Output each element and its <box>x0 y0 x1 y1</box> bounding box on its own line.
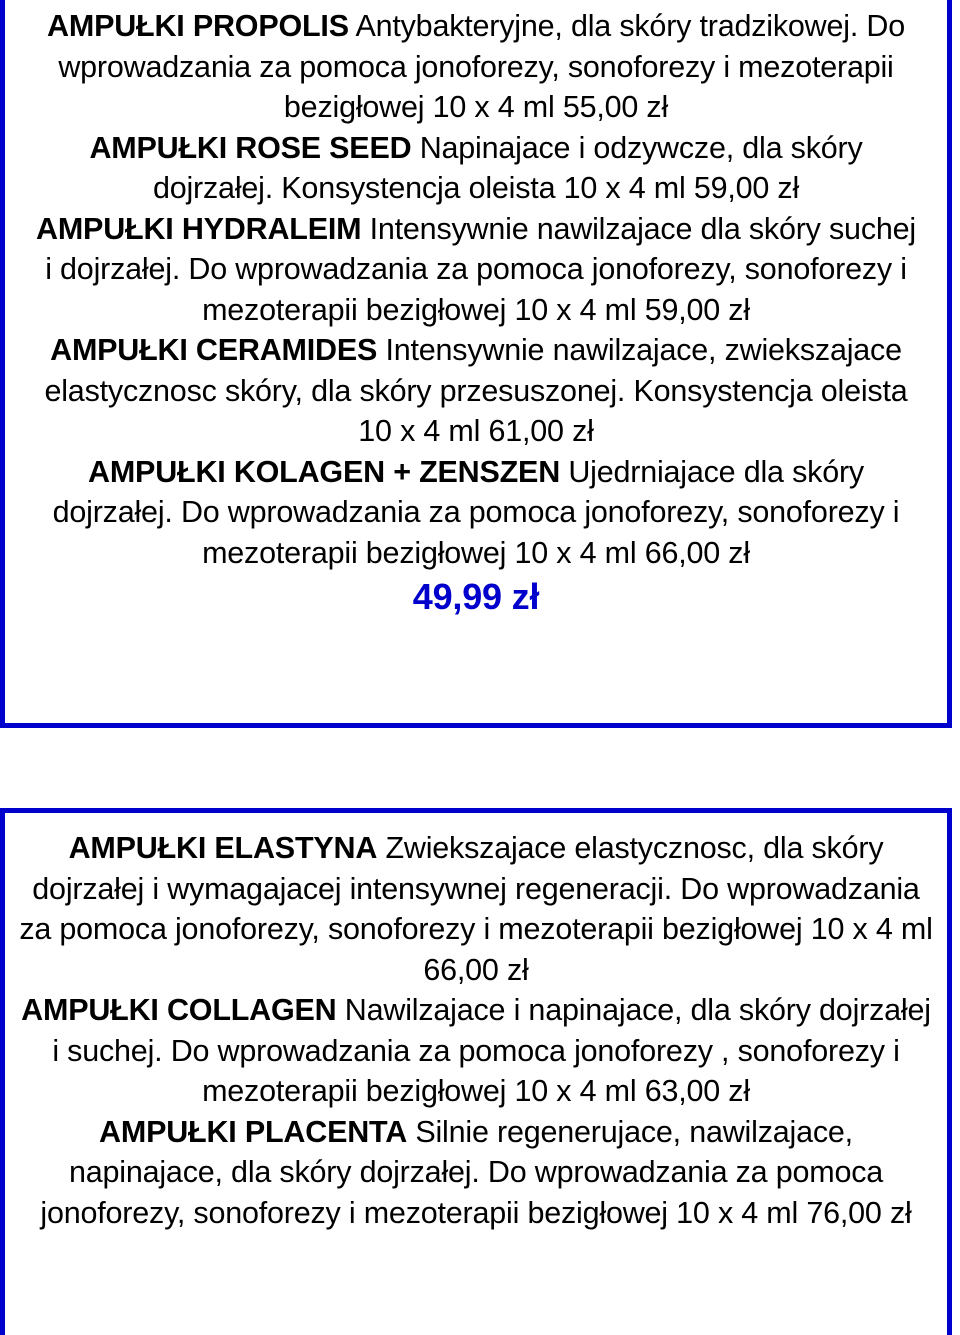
product-description: Intensywnie nawilzajace, zwiekszajace elastycznosc skóry, dla skóry przesuszonej. Konsystencja oleista 10 x 4 ml 61,00 zł <box>44 333 908 448</box>
product-name: AMPUŁKI COLLAGEN <box>21 993 337 1027</box>
product-entry-propolis <box>35 6 917 128</box>
product-name: AMPUŁKI PLACENTA <box>99 1114 408 1149</box>
product-name: AMPUŁKI ROSE SEED <box>89 130 412 165</box>
product-name: AMPUŁKI KOLAGEN + ZENSZEN <box>88 454 561 489</box>
product-description: Intensywnie nawilzajace dla skóry suchej i dojrzałej. Do wprowadzania za pomoca jonoforezy, sonoforezy i mezoterapii bezigłowej 10 x 4 ml 59,00 zł <box>45 211 916 327</box>
product-entry-kolagen-zenszen <box>35 452 917 574</box>
promo-price: 49,99 zł <box>412 576 540 617</box>
product-entry-hydraleim <box>35 209 917 331</box>
product-description: Nawilzajace i napinajace, dla skóry dojrzałej i suchej. Do wprowadzania za pomoca jonoforezy , sonoforezy i mezoterapii bezigłowej 10 x 4 ml 63,00 zł <box>52 993 931 1108</box>
product-description: Zwiekszajace elastycznosc, dla skóry dojrzałej i wymagajacej intensywnej regeneracji. Do wprowadzania za pomoca jonoforezy, sonoforezy i mezoterapii bezigłowej 10 x 4 ml 66,00 zł <box>19 831 933 987</box>
product-name: AMPUŁKI ELASTYNA <box>68 831 378 865</box>
product-name: AMPUŁKI CERAMIDES <box>50 333 378 367</box>
product-entry-collagen <box>19 990 933 1112</box>
product-entry-elastyna <box>19 828 933 990</box>
product-entry-ceramides <box>35 330 917 452</box>
product-description: Silnie regenerujace, nawilzajace, napinajace, dla skóry dojrzałej. Do wprowadzania za pomoca jonoforezy, sonoforezy i mezoterapii bezigłowej 10 x 4 ml 76,00 zł <box>40 1114 912 1230</box>
product-description: Antybakteryjne, dla skóry tradzikowej. Do wprowadzania za pomoca jonoforezy, sonoforezy i mezoterapii bezigłowej 10 x 4 ml 55,00 zł <box>58 9 905 124</box>
product-name: AMPUŁKI PROPOLIS <box>47 9 349 43</box>
product-name: AMPUŁKI HYDRALEIM <box>36 211 362 246</box>
product-box-2 <box>0 808 952 1335</box>
product-description: Ujedrniajace dla skóry dojrzałej. Do wprowadzania za pomoca jonoforezy, sonoforezy i mezoterapii bezigłowej 10 x 4 ml 66,00 zł <box>52 454 900 570</box>
product-entry-rose-seed <box>35 128 917 209</box>
product-description: Napinajace i odzywcze, dla skóry dojrzałej. Konsystencja oleista 10 x 4 ml 59,00 zł <box>152 130 863 205</box>
product-entry-placenta <box>19 1112 933 1234</box>
